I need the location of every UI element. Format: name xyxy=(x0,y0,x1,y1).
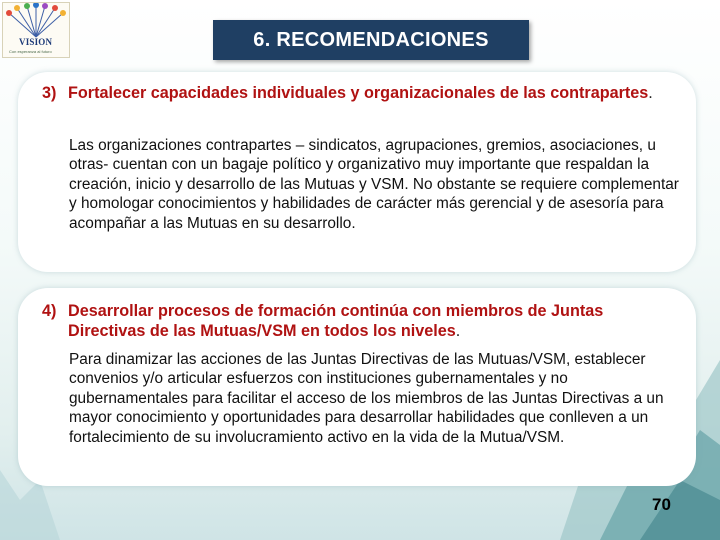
recommendation-4-body: Para dinamizar las acciones de las Juntas Directivas de las Mutuas/VSM, establecer convenios y/o articular esfuerzos con instituciones gubernamentales y no gubernamentales para facilitar el acceso de los miembros de las Juntas Directivas a un mayor conocimiento y oportunidades para desarrollar habilidades que conlleven a un fortalecimiento de su involucramiento activo en la vida de la Mutua/VSM. xyxy=(69,351,664,446)
recommendation-3-body: Las organizaciones contrapartes – sindicatos, agrupaciones, gremios, asociaciones, u otras- cuentan con un bagaje político y organizativo muy importante que respaldan la creación, inicio y desarrollo de las Mutuas y VSM. No obstante se requiere complementar y homologar conocimientos y habilidades de carácter más gerencial y de asesoría para acompañar a las Mutuas en su desarrollo. xyxy=(69,137,679,232)
recommendation-3-heading: 3) Fortalecer capacidades individuales y organizacionales de las contrapartes. xyxy=(42,84,653,102)
logo-tagline: Con esperanza al futuro xyxy=(9,49,52,54)
page-title: 6. RECOMENDACIONES xyxy=(253,28,489,51)
logo-wordmark: VISION xyxy=(19,37,53,47)
vision-logo xyxy=(2,2,70,58)
recommendation-3-title: Fortalecer capacidades individuales y organizacionales de las contrapartes xyxy=(68,84,649,102)
recommendation-4-number: 4) xyxy=(42,302,57,320)
recommendation-4-title: Desarrollar procesos de formación continúa con miembros de Juntas Directivas de las Mutuas/VSM en todos los niveles xyxy=(68,302,604,340)
section-title-banner xyxy=(213,20,529,60)
recommendation-3-number: 3) xyxy=(42,84,57,102)
page-number: 70 xyxy=(652,495,671,514)
recommendation-4-heading: 4) Desarrollar procesos de formación continúa con miembros de Juntas Directivas de las Mutuas/VSM en todos los niveles. xyxy=(42,302,604,340)
